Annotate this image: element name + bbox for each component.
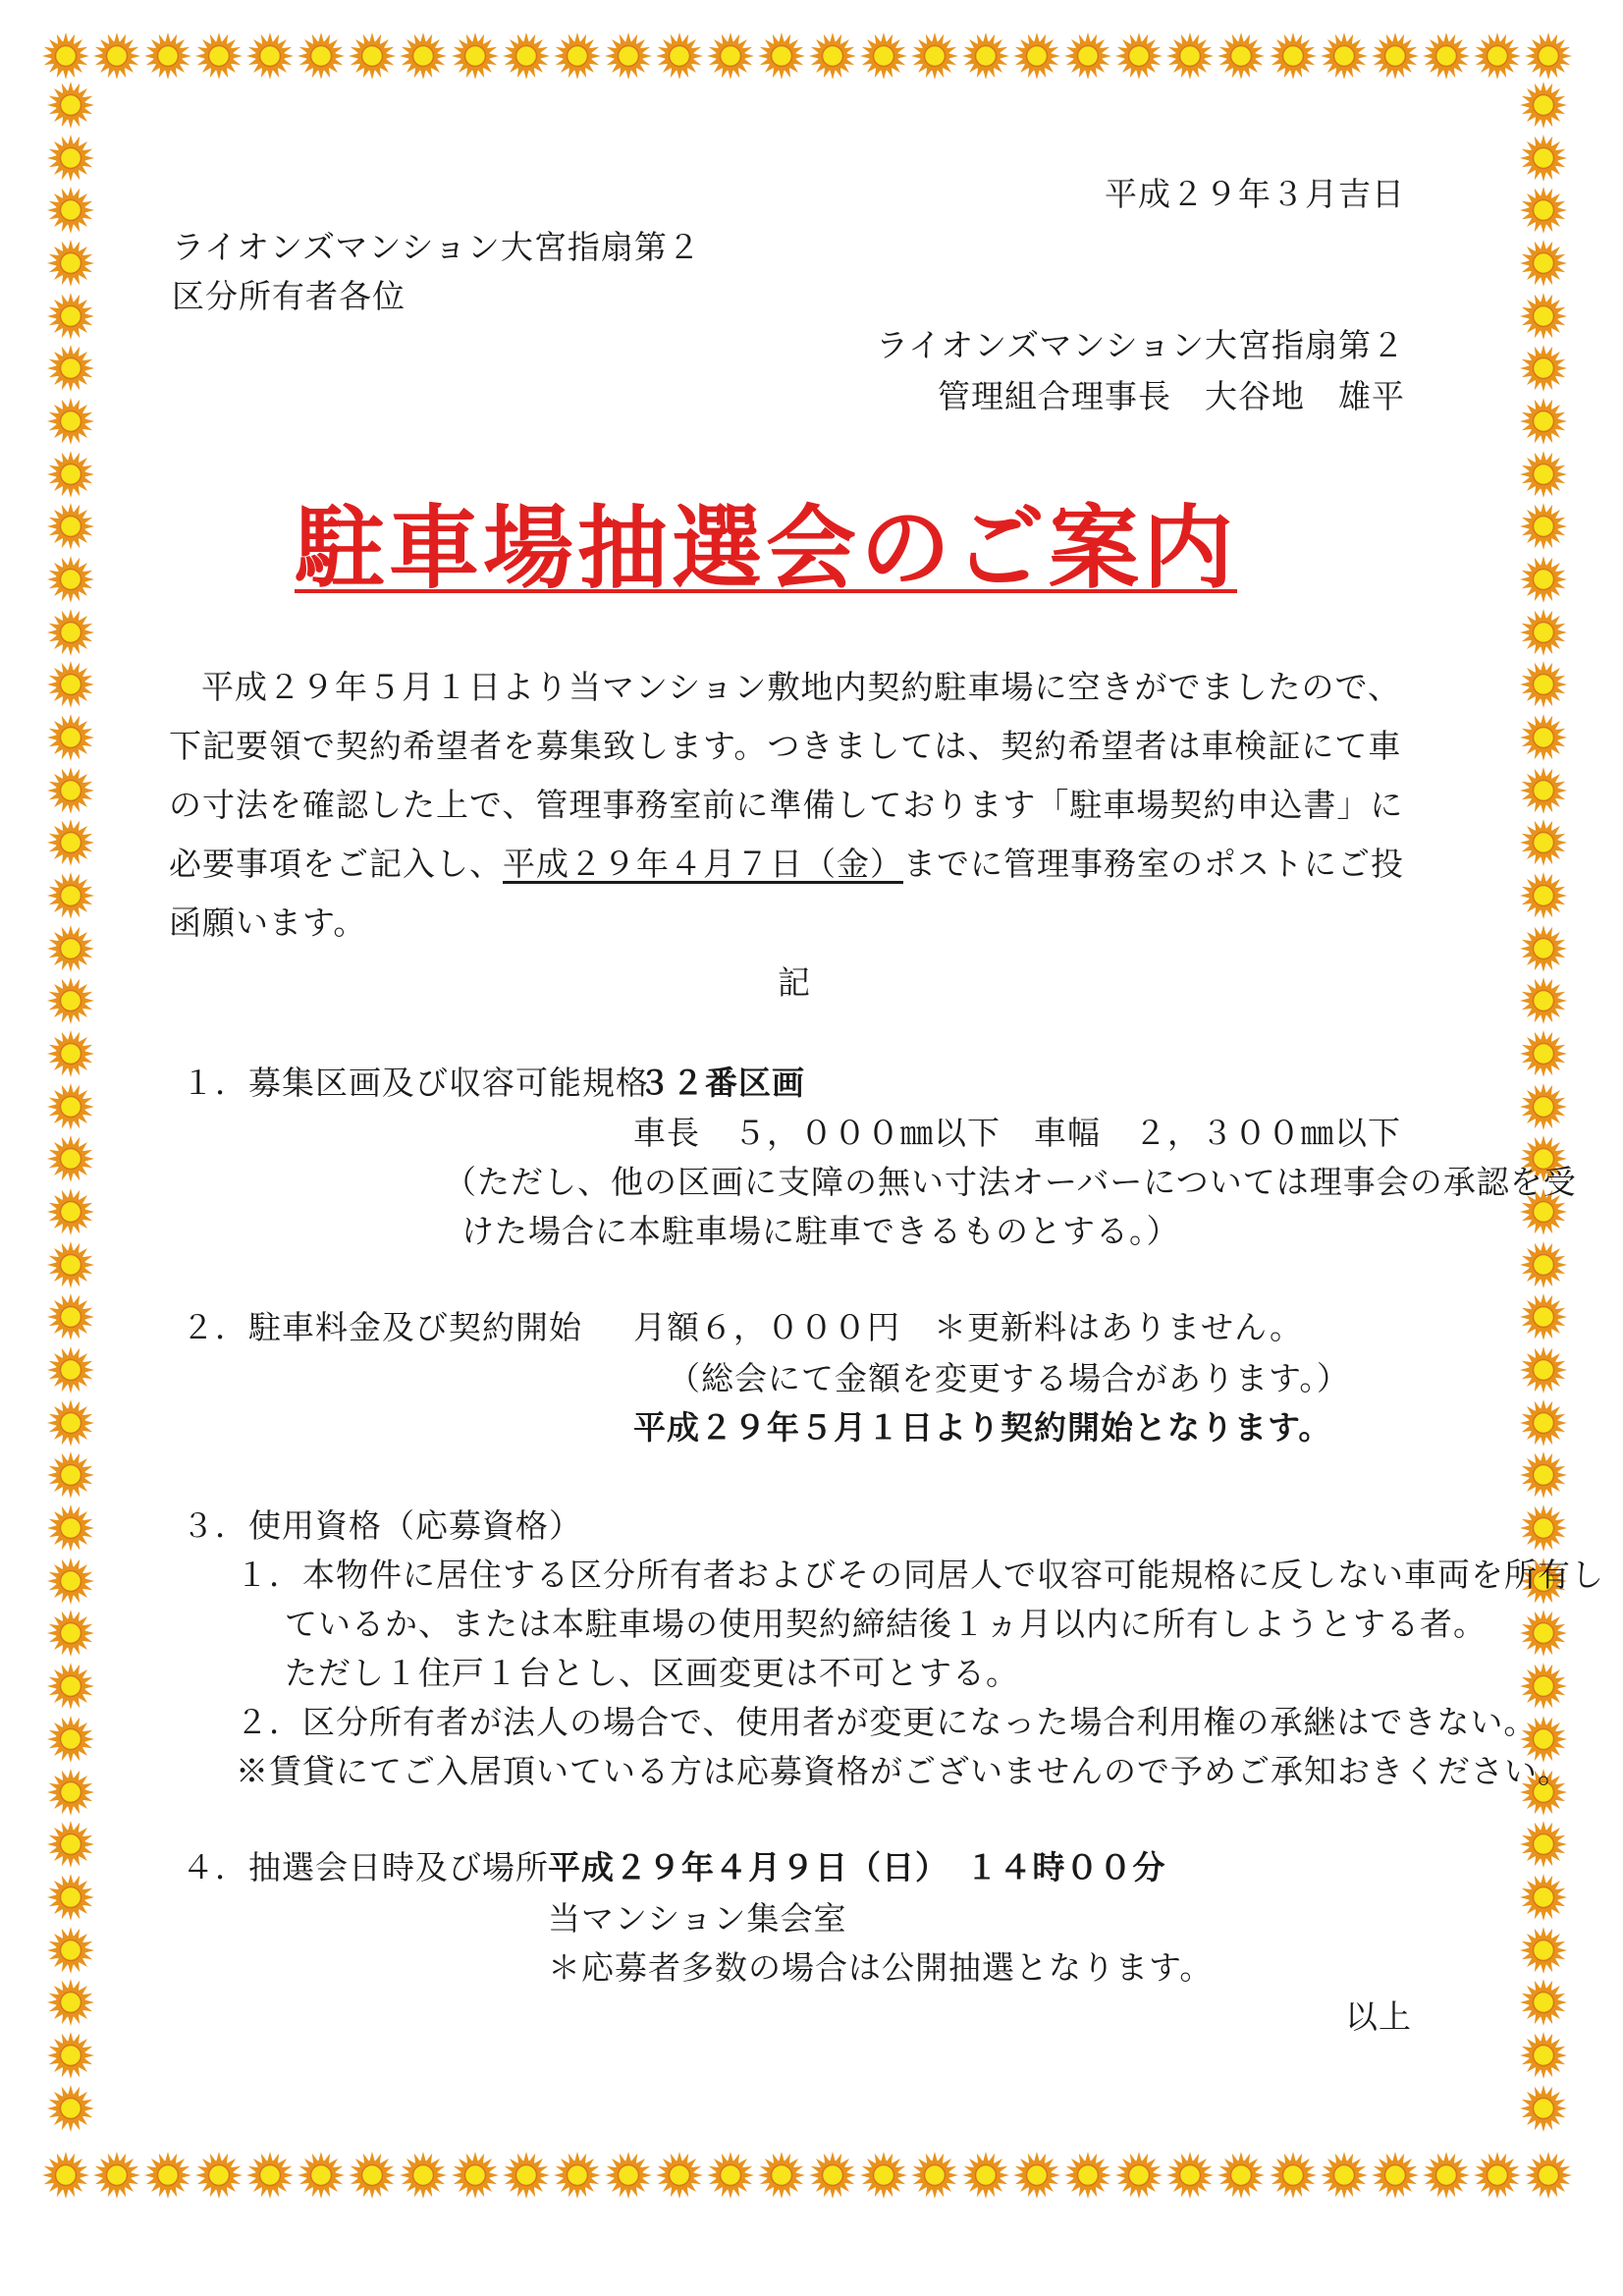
sun-icon xyxy=(46,1240,95,1289)
sun-icon xyxy=(92,31,141,81)
sun-icon xyxy=(1519,2031,1568,2080)
sun-icon xyxy=(502,2151,551,2200)
sun-icon xyxy=(1519,871,1568,920)
section2-label: ２．駐車料金及び契約開始 xyxy=(182,1308,582,1346)
sun-icon xyxy=(757,31,806,81)
sun-icon xyxy=(46,871,95,920)
sun-icon xyxy=(1519,1082,1568,1131)
sun-icon xyxy=(1519,292,1568,341)
sun-icon xyxy=(1519,818,1568,867)
sun-icon xyxy=(1519,502,1568,551)
sun-icon xyxy=(297,31,346,81)
sun-icon xyxy=(46,1715,95,1764)
sun-icon xyxy=(46,1768,95,1817)
sun-icon xyxy=(1519,1978,1568,2027)
sun-icon xyxy=(1519,2084,1568,2133)
section4-note: ＊応募者多数の場合は公開抽選となります。 xyxy=(548,1948,1214,1987)
sun-icon xyxy=(46,766,95,815)
sun-icon xyxy=(961,2151,1010,2200)
sun-icon xyxy=(604,31,653,81)
sun-icon xyxy=(451,31,500,81)
sun-icon xyxy=(46,1029,95,1078)
sun-icon xyxy=(46,397,95,446)
sun-icon xyxy=(655,2151,704,2200)
sun-icon xyxy=(1320,2151,1369,2200)
section3-label: ３．使用資格（応募資格） xyxy=(182,1506,582,1545)
sun-icon xyxy=(46,344,95,393)
sun-icon xyxy=(1519,1240,1568,1289)
sun-icon xyxy=(1063,2151,1112,2200)
sun-icon xyxy=(297,2151,346,2200)
sun-icon xyxy=(399,2151,448,2200)
sun-icon xyxy=(961,31,1010,81)
border-top xyxy=(41,27,1573,85)
sender-line2: 管理組合理事長 大谷地 雄平 xyxy=(938,377,1405,415)
border-right xyxy=(1514,81,1573,2133)
section3-item2: ２．区分所有者が法人の場合で、使用者が変更になった場合利用権の承継はできない。 xyxy=(236,1703,1538,1741)
sun-icon xyxy=(348,31,397,81)
sun-icon xyxy=(1519,1820,1568,1869)
sun-icon xyxy=(245,2151,295,2200)
sun-icon xyxy=(46,1820,95,1869)
sun-icon xyxy=(1519,1398,1568,1448)
sun-icon xyxy=(1165,31,1215,81)
sun-icon xyxy=(46,608,95,657)
sun-icon xyxy=(1519,1345,1568,1394)
sun-icon xyxy=(46,713,95,762)
closing-mark: 以上 xyxy=(1345,1997,1412,2036)
section1-value: ３２番区画 xyxy=(638,1064,805,1102)
sun-icon xyxy=(1519,1609,1568,1658)
sun-icon xyxy=(46,2084,95,2133)
sun-icon xyxy=(1165,2151,1215,2200)
sun-icon xyxy=(553,2151,602,2200)
sun-icon xyxy=(1371,2151,1420,2200)
sun-icon xyxy=(46,2031,95,2080)
sun-icon xyxy=(194,31,243,81)
sun-icon xyxy=(46,1978,95,2027)
sun-icon xyxy=(910,31,959,81)
section1-label: １．募集区画及び収容可能規格 xyxy=(182,1064,649,1102)
sun-icon xyxy=(1422,2151,1471,2200)
sun-icon xyxy=(92,2151,141,2200)
sun-icon xyxy=(1519,1292,1568,1341)
sun-icon xyxy=(399,31,448,81)
sun-icon xyxy=(46,292,95,341)
intro-part1: 平成２９年５月１日より当マンション敷地内契約駐車場に空きがでましたので、下記要領で契約希望者を募集致します。つきましては、契約希望者は車検証にて車の寸法を確認した上で、管理事務室前に準備しております「駐車場契約申込書」に必要事項をご記入し、 xyxy=(169,668,1404,883)
section3-note: ※賃貸にてご入居頂いている方は応募資格がございませんので予めご承知おきください。 xyxy=(236,1752,1571,1790)
sun-icon xyxy=(46,1082,95,1131)
sun-icon xyxy=(1519,134,1568,183)
sun-icon xyxy=(46,1609,95,1658)
sun-icon xyxy=(46,976,95,1025)
sun-icon xyxy=(194,2151,243,2200)
sun-icon xyxy=(1217,31,1266,81)
sun-icon xyxy=(1519,1873,1568,1922)
addressee-line1: ライオンズマンション大宮指扇第２ xyxy=(172,228,701,266)
sun-icon xyxy=(859,2151,908,2200)
sun-icon xyxy=(46,502,95,551)
sun-icon xyxy=(451,2151,500,2200)
document-date: 平成２９年３月吉日 xyxy=(1105,175,1405,213)
border-left xyxy=(41,81,100,2133)
sun-icon xyxy=(46,239,95,288)
sun-icon xyxy=(1519,1503,1568,1553)
sun-icon xyxy=(1063,31,1112,81)
sun-icon xyxy=(1114,31,1163,81)
sun-icon xyxy=(1422,31,1471,81)
sun-icon xyxy=(46,660,95,709)
intro-part2: までに管理事務室のポストにご投函願います。 xyxy=(169,845,1404,942)
sun-icon xyxy=(46,1926,95,1975)
sun-icon xyxy=(46,924,95,973)
intro-paragraph xyxy=(169,658,1406,953)
sun-icon xyxy=(1519,1926,1568,1975)
sun-icon xyxy=(1473,2151,1522,2200)
border-bottom xyxy=(41,2146,1573,2205)
sun-icon xyxy=(46,1873,95,1922)
sun-icon xyxy=(46,1662,95,1711)
sun-icon xyxy=(706,2151,755,2200)
sun-icon xyxy=(1320,31,1369,81)
sun-icon xyxy=(46,1557,95,1606)
sun-icon xyxy=(1217,2151,1266,2200)
sun-icon xyxy=(46,1134,95,1183)
sun-icon xyxy=(46,1187,95,1236)
sun-icon xyxy=(808,31,857,81)
section2-fee: 月額６，０００円 ＊更新料はありません。 xyxy=(633,1308,1303,1346)
sun-icon xyxy=(604,2151,653,2200)
sun-icon xyxy=(1519,450,1568,499)
sun-icon xyxy=(245,31,295,81)
sun-icon xyxy=(46,1450,95,1500)
section1-note1: （ただし、他の区画に支障の無い寸法オーバーについては理事会の承認を受 xyxy=(444,1163,1577,1201)
section3-item1-line2: ているか、または本駐車場の使用契約締結後１ヵ月以内に所有しようとする者。 xyxy=(285,1605,1487,1643)
sun-icon xyxy=(41,31,90,81)
sun-icon xyxy=(1269,31,1318,81)
sun-icon xyxy=(1519,713,1568,762)
sun-icon xyxy=(1012,31,1061,81)
sun-icon xyxy=(46,1398,95,1448)
sun-icon xyxy=(1519,239,1568,288)
sun-icon xyxy=(46,555,95,604)
section3-item1-line3: ただし１住戸１台とし、区画変更は不可とする。 xyxy=(285,1654,1019,1692)
sun-icon xyxy=(46,1345,95,1394)
addressee-line2: 区分所有者各位 xyxy=(172,277,406,315)
sun-icon xyxy=(1519,344,1568,393)
sun-icon xyxy=(1519,608,1568,657)
section4-place: 当マンション集会室 xyxy=(548,1899,847,1938)
sun-icon xyxy=(502,31,551,81)
page-title: 駐車場抽選会のご案内 xyxy=(295,495,1238,601)
sun-icon xyxy=(41,2151,90,2200)
sun-icon xyxy=(46,134,95,183)
sun-icon xyxy=(46,1503,95,1553)
sun-icon xyxy=(1519,186,1568,235)
section3-item1-line1: １．本物件に居住する区分所有者およびその同居人で収容可能規格に反しない車両を所有し xyxy=(236,1556,1604,1594)
sun-icon xyxy=(1519,976,1568,1025)
sun-icon xyxy=(1269,2151,1318,2200)
section1-size: 車長 ５，０００㎜以下 車幅 ２，３００㎜以下 xyxy=(633,1114,1401,1152)
section2-start: 平成２９年５月１日より契約開始となります。 xyxy=(633,1408,1332,1447)
sun-icon xyxy=(348,2151,397,2200)
sun-icon xyxy=(1519,1029,1568,1078)
sun-icon xyxy=(1012,2151,1061,2200)
sun-icon xyxy=(655,31,704,81)
section1-note2: けた場合に本駐車場に駐車できるものとする。） xyxy=(461,1212,1180,1250)
sender-line1: ライオンズマンション大宮指扇第２ xyxy=(876,326,1405,364)
sun-icon xyxy=(46,450,95,499)
sun-icon xyxy=(1519,555,1568,604)
sun-icon xyxy=(143,31,192,81)
sun-icon xyxy=(46,1292,95,1341)
sun-icon xyxy=(859,31,908,81)
intro-deadline: 平成２９年４月７日（金） xyxy=(503,845,903,883)
sun-icon xyxy=(1524,2151,1573,2200)
sun-icon xyxy=(1519,766,1568,815)
sun-icon xyxy=(1524,31,1573,81)
sun-icon xyxy=(1473,31,1522,81)
sun-icon xyxy=(46,818,95,867)
sun-icon xyxy=(910,2151,959,2200)
section2-note: （総会にて金額を変更する場合があります。） xyxy=(668,1359,1350,1397)
sun-icon xyxy=(1371,31,1420,81)
sun-icon xyxy=(1519,660,1568,709)
sun-icon xyxy=(46,81,95,130)
sun-icon xyxy=(808,2151,857,2200)
sun-icon xyxy=(1519,397,1568,446)
sun-icon xyxy=(1114,2151,1163,2200)
sun-icon xyxy=(143,2151,192,2200)
sun-icon xyxy=(553,31,602,81)
sun-icon xyxy=(1519,1450,1568,1500)
sun-icon xyxy=(706,31,755,81)
sun-icon xyxy=(1519,81,1568,130)
section4-datetime: 平成２９年４月９日（日） １４時００分 xyxy=(548,1848,1166,1886)
sun-icon xyxy=(757,2151,806,2200)
ki-heading: 記 xyxy=(778,963,811,1002)
sun-icon xyxy=(46,186,95,235)
section4-label: ４．抽選会日時及び場所 xyxy=(182,1848,549,1886)
sun-icon xyxy=(1519,924,1568,973)
